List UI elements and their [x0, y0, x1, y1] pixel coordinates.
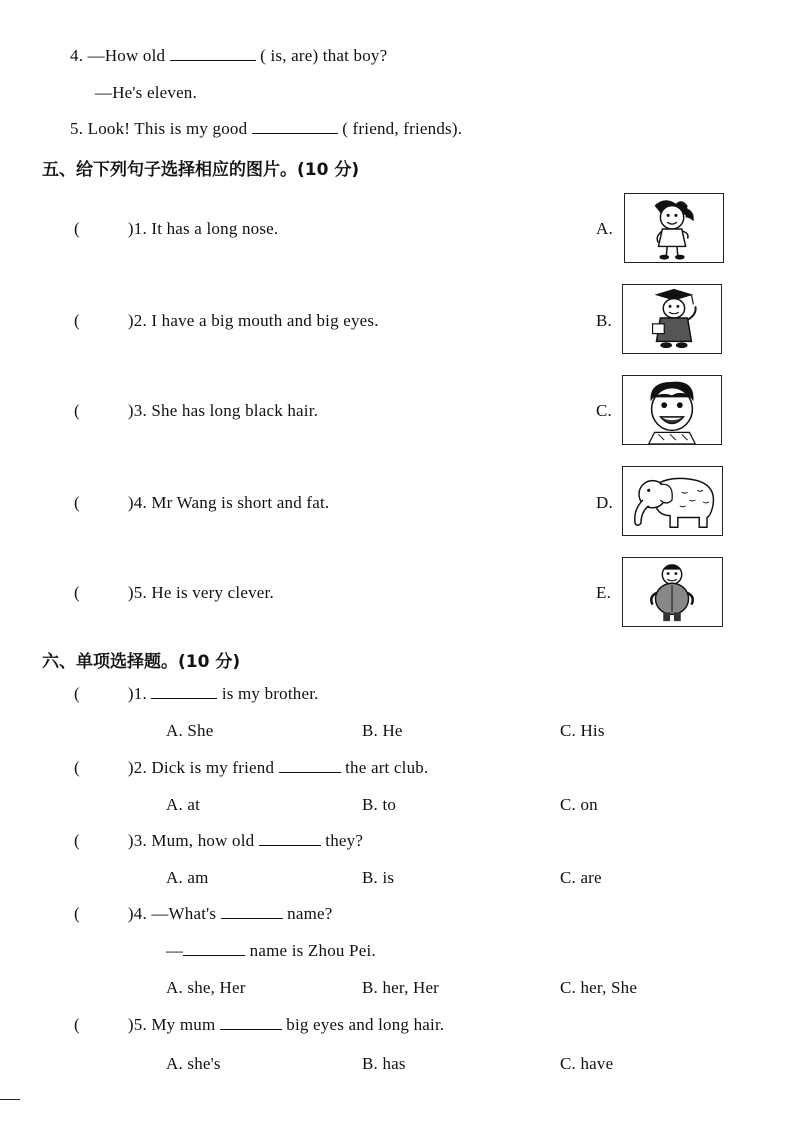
question-number: 4. [70, 46, 84, 65]
answer-blank[interactable] [221, 904, 283, 919]
question-number: 5. [70, 119, 84, 138]
question-text: My mum [151, 1015, 216, 1034]
choice-question-5 [74, 1015, 444, 1035]
question-text: Dick is my friend [151, 758, 275, 777]
girl-icon [625, 194, 723, 262]
question-text: Mum, how old [151, 831, 255, 850]
match-item-4 [74, 493, 329, 513]
question-number: 5. [133, 1015, 147, 1034]
paren-close: ) [127, 758, 134, 777]
picture-letter-d: D. [596, 493, 613, 512]
question-number: 4. [133, 904, 147, 923]
question-number: 3. [133, 831, 147, 850]
picture-e [622, 557, 723, 627]
answer-blank[interactable] [151, 684, 217, 699]
question-text: the art club. [345, 758, 429, 777]
question-number: 2. [133, 758, 147, 777]
paren-close: ) [127, 401, 134, 420]
paren-open: ( [74, 493, 80, 512]
option-a[interactable]: A. she's [166, 1054, 221, 1073]
option-c[interactable]: C. her, She [560, 978, 638, 997]
option-c[interactable]: C. His [560, 721, 605, 740]
option-a[interactable]: A. she, Her [166, 978, 246, 997]
options-text: ( is, are) [260, 46, 319, 65]
elephant-icon [623, 467, 722, 535]
picture-letter-c: C. [596, 401, 612, 420]
question-text: How old [104, 46, 166, 65]
picture-d [622, 466, 723, 536]
paren-open: ( [74, 583, 80, 602]
paren-open: ( [74, 831, 80, 850]
paren-close: ) [127, 311, 134, 330]
paren-close: ) [127, 684, 134, 703]
question-text: big eyes and long hair. [286, 1015, 445, 1034]
picture-b [622, 284, 722, 354]
paren-open: ( [74, 219, 80, 238]
paren-open: ( [74, 904, 80, 923]
sentence: 3. She has long black hair. [133, 401, 319, 420]
answer-blank[interactable] [220, 1015, 282, 1030]
question-5 [70, 119, 462, 139]
paren-close: ) [127, 493, 134, 512]
dash: — [166, 941, 184, 960]
option-b[interactable]: B. is [362, 868, 395, 887]
fat-man-icon [623, 558, 722, 626]
option-a[interactable]: A. at [166, 795, 201, 814]
question-4-answer: —He's eleven. [95, 83, 197, 102]
paren-open: ( [74, 1015, 80, 1034]
paren-open: ( [74, 401, 80, 420]
option-b[interactable]: B. her, Her [362, 978, 440, 997]
match-item-3 [74, 401, 318, 421]
match-item-1 [74, 219, 278, 239]
option-b[interactable]: B. to [362, 795, 397, 814]
answer-blank[interactable] [170, 46, 256, 61]
paren-close: ) [127, 904, 134, 923]
choice-question-1 [74, 684, 319, 704]
question-text: that boy? [322, 46, 388, 65]
question-text: name is Zhou Pei. [249, 941, 376, 960]
dash: — [87, 46, 105, 65]
question-text: —What's [151, 904, 217, 923]
answer-blank[interactable] [252, 119, 338, 134]
smiling-boy-icon [623, 376, 721, 444]
paren-close: ) [127, 1015, 134, 1034]
paren-close: ) [127, 219, 134, 238]
answer-blank[interactable] [183, 941, 245, 956]
graduate-boy-icon [623, 285, 721, 353]
option-b[interactable]: B. He [362, 721, 403, 740]
picture-letter-a: A. [596, 219, 613, 238]
choice-question-3 [74, 831, 363, 851]
picture-letter-b: B. [596, 311, 612, 330]
option-b[interactable]: B. has [362, 1054, 406, 1073]
page-footer-rule [0, 1099, 20, 1100]
sentence: 5. He is very clever. [133, 583, 274, 602]
option-c[interactable]: C. have [560, 1054, 614, 1073]
question-text: they? [325, 831, 364, 850]
option-a[interactable]: A. She [166, 721, 214, 740]
answer-blank[interactable] [259, 831, 321, 846]
paren-open: ( [74, 684, 80, 703]
paren-open: ( [74, 758, 80, 777]
question-text: Look! This is my good [87, 119, 248, 138]
option-c[interactable]: C. are [560, 868, 602, 887]
match-item-5 [74, 583, 274, 603]
paren-close: ) [127, 831, 134, 850]
option-a[interactable]: A. am [166, 868, 209, 887]
question-text: name? [287, 904, 333, 923]
match-item-2 [74, 311, 379, 331]
question-text: is my brother. [221, 684, 319, 703]
picture-a [624, 193, 724, 263]
paren-close: ) [127, 583, 134, 602]
paren-open: ( [74, 311, 80, 330]
sentence: 4. Mr Wang is short and fat. [133, 493, 330, 512]
picture-c [622, 375, 722, 445]
sentence: 2. I have a big mouth and big eyes. [133, 311, 379, 330]
choice-question-2 [74, 758, 428, 778]
question-4 [70, 46, 387, 66]
answer-blank[interactable] [279, 758, 341, 773]
choice-question-4 [74, 904, 333, 924]
question-number: 1. [133, 684, 147, 703]
section-6-heading: 六、单项选择题。(10 分) [42, 652, 241, 672]
options-text: ( friend, friends). [342, 119, 463, 138]
option-c[interactable]: C. on [560, 795, 598, 814]
section-5-heading: 五、给下列句子选择相应的图片。(10 分) [42, 160, 360, 180]
choice-question-4-line2 [166, 941, 376, 961]
picture-letter-e: E. [596, 583, 612, 602]
sentence: 1. It has a long nose. [133, 219, 279, 238]
